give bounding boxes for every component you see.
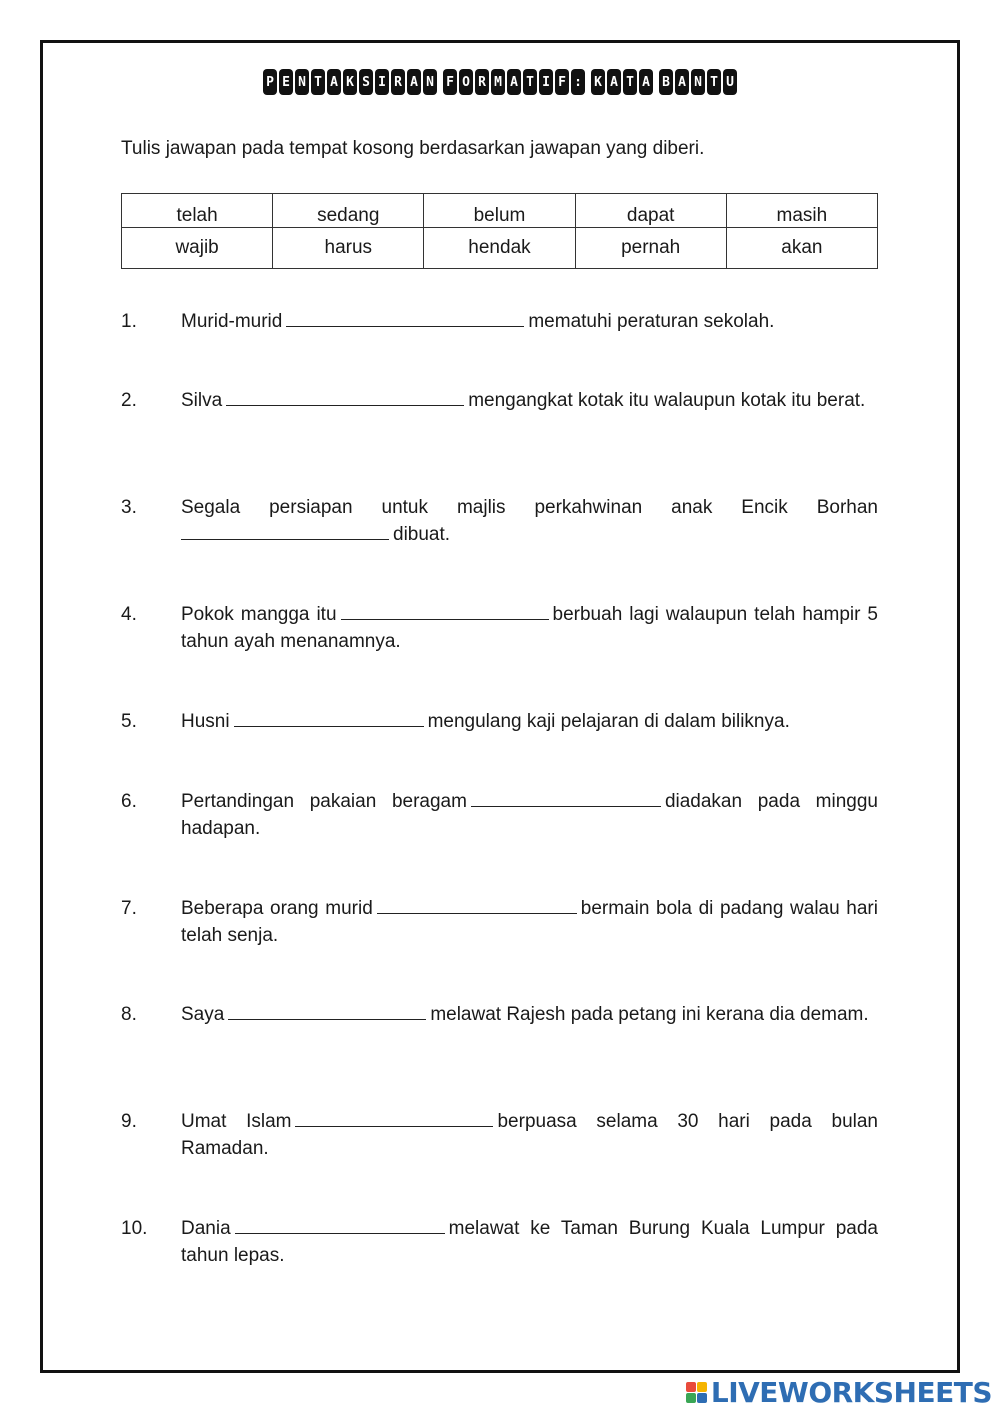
question-text-after: mengangkat kotak itu walaupun kotak itu berat. [468, 390, 866, 411]
liveworksheets-icon [686, 1382, 707, 1403]
question-number: 3. [121, 497, 137, 518]
question-text-before: Segala persiapan untuk majlis perkahwinan anak Encik Borhan [181, 497, 878, 518]
word-bank-cell: telah [122, 194, 273, 228]
title-letter-tile: A [675, 69, 689, 95]
worksheet-frame [40, 40, 960, 1373]
logo-square [686, 1393, 696, 1403]
word-bank-cell: wajib [122, 228, 273, 269]
answer-blank[interactable] [286, 308, 524, 327]
answer-blank[interactable] [377, 895, 577, 914]
question-item [121, 387, 878, 414]
answer-blank[interactable] [181, 521, 389, 540]
question-text-after: berpuasa selama 30 hari pada bulan Ramadan. [181, 1111, 878, 1159]
question-text-before: Saya [181, 1004, 225, 1025]
answer-blank[interactable] [234, 708, 424, 727]
title-letter-tile: A [607, 69, 621, 95]
title-letter-tile: F [555, 69, 569, 95]
title-letter-tile: U [723, 69, 737, 95]
question-text-after: berbuah lagi walaupun telah hampir 5 tahun ayah menanamnya. [181, 604, 879, 652]
question-text-after: melawat ke Taman Burung Kuala Lumpur pada tahun lepas. [181, 1218, 878, 1266]
word-bank-cell: hendak [424, 228, 575, 269]
logo-square [697, 1382, 707, 1392]
worksheet-title [43, 69, 957, 95]
question-text-before: Husni [181, 711, 230, 732]
question-item [121, 494, 878, 548]
title-letter-tile: A [639, 69, 653, 95]
question-item [121, 1215, 878, 1269]
title-letter-tile: T [707, 69, 721, 95]
word-bank-cell: akan [726, 228, 877, 269]
word-bank-cell: dapat [575, 194, 726, 228]
question-number: 9. [121, 1111, 137, 1132]
question-number: 1. [121, 311, 137, 332]
title-letter-tile: N [423, 69, 437, 95]
title-word [659, 69, 737, 95]
title-letter-tile: I [539, 69, 553, 95]
question-text-before: Dania [181, 1218, 231, 1239]
title-word [263, 69, 437, 95]
title-letter-tile: F [443, 69, 457, 95]
answer-blank[interactable] [295, 1108, 493, 1127]
brand-name: LIVEWORKSHEETS [710, 1376, 992, 1409]
word-bank-cell: masih [726, 194, 877, 228]
question-number: 8. [121, 1004, 137, 1025]
word-bank-cell: pernah [575, 228, 726, 269]
question-number: 6. [121, 791, 137, 812]
liveworksheets-logo[interactable] [686, 1376, 992, 1409]
question-text-before: Pertandingan pakaian beragam [181, 791, 467, 812]
logo-square [686, 1382, 696, 1392]
question-number: 2. [121, 390, 137, 411]
title-letter-tile: T [311, 69, 325, 95]
title-letter-tile: N [295, 69, 309, 95]
title-letter-tile: K [343, 69, 357, 95]
question-text-before: Murid-murid [181, 311, 283, 332]
word-bank-row [122, 194, 878, 228]
word-bank-cell: sedang [273, 194, 424, 228]
title-letter-tile: T [623, 69, 637, 95]
title-letter-tile: S [359, 69, 373, 95]
title-letter-tile: K [591, 69, 605, 95]
logo-square [697, 1393, 707, 1403]
question-text-after: diadakan pada minggu hadapan. [181, 791, 878, 839]
question-text-before: Beberapa orang murid [181, 898, 373, 919]
word-bank-cell: harus [273, 228, 424, 269]
question-number: 5. [121, 711, 137, 732]
answer-blank[interactable] [235, 1215, 445, 1234]
title-letter-tile: P [263, 69, 277, 95]
question-item [121, 708, 878, 735]
title-letter-tile: O [459, 69, 473, 95]
answer-blank[interactable] [228, 1001, 426, 1020]
title-word [591, 69, 653, 95]
question-item [121, 1108, 878, 1162]
title-letter-tile: : [571, 69, 585, 95]
question-text-after: melawat Rajesh pada petang ini kerana dia demam. [430, 1004, 869, 1025]
title-letter-tile: I [375, 69, 389, 95]
word-bank-table [121, 193, 878, 269]
title-letter-tile: B [659, 69, 673, 95]
question-number: 4. [121, 604, 137, 625]
answer-blank[interactable] [226, 387, 464, 406]
title-letter-tile: T [523, 69, 537, 95]
word-bank-cell: belum [424, 194, 575, 228]
question-text-after: dibuat. [393, 524, 451, 545]
answer-blank[interactable] [471, 788, 661, 807]
question-text-after: mematuhi peraturan sekolah. [528, 311, 775, 332]
question-item [121, 895, 878, 949]
question-item [121, 601, 878, 655]
title-letter-tile: A [507, 69, 521, 95]
question-text-after: mengulang kaji pelajaran di dalam biliknya. [427, 711, 790, 732]
question-number: 7. [121, 898, 137, 919]
question-item [121, 1001, 878, 1028]
question-text-before: Umat Islam [181, 1111, 292, 1132]
title-letter-tile: M [491, 69, 505, 95]
title-letter-tile: R [475, 69, 489, 95]
question-item [121, 788, 878, 842]
question-number: 10. [121, 1218, 148, 1239]
title-word [443, 69, 585, 95]
question-item [121, 308, 878, 335]
instruction-text: Tulis jawapan pada tempat kosong berdasarkan jawapan yang diberi. [121, 138, 705, 159]
title-letter-tile: A [327, 69, 341, 95]
question-text-before: Silva [181, 390, 223, 411]
word-bank-row [122, 228, 878, 269]
question-text-after: bermain bola di padang walau hari telah senja. [181, 898, 878, 946]
title-letter-tile: E [279, 69, 293, 95]
question-text-before: Pokok mangga itu [181, 604, 337, 625]
title-letter-tile: N [691, 69, 705, 95]
answer-blank[interactable] [341, 601, 549, 620]
title-letter-tile: R [391, 69, 405, 95]
title-letter-tile: A [407, 69, 421, 95]
